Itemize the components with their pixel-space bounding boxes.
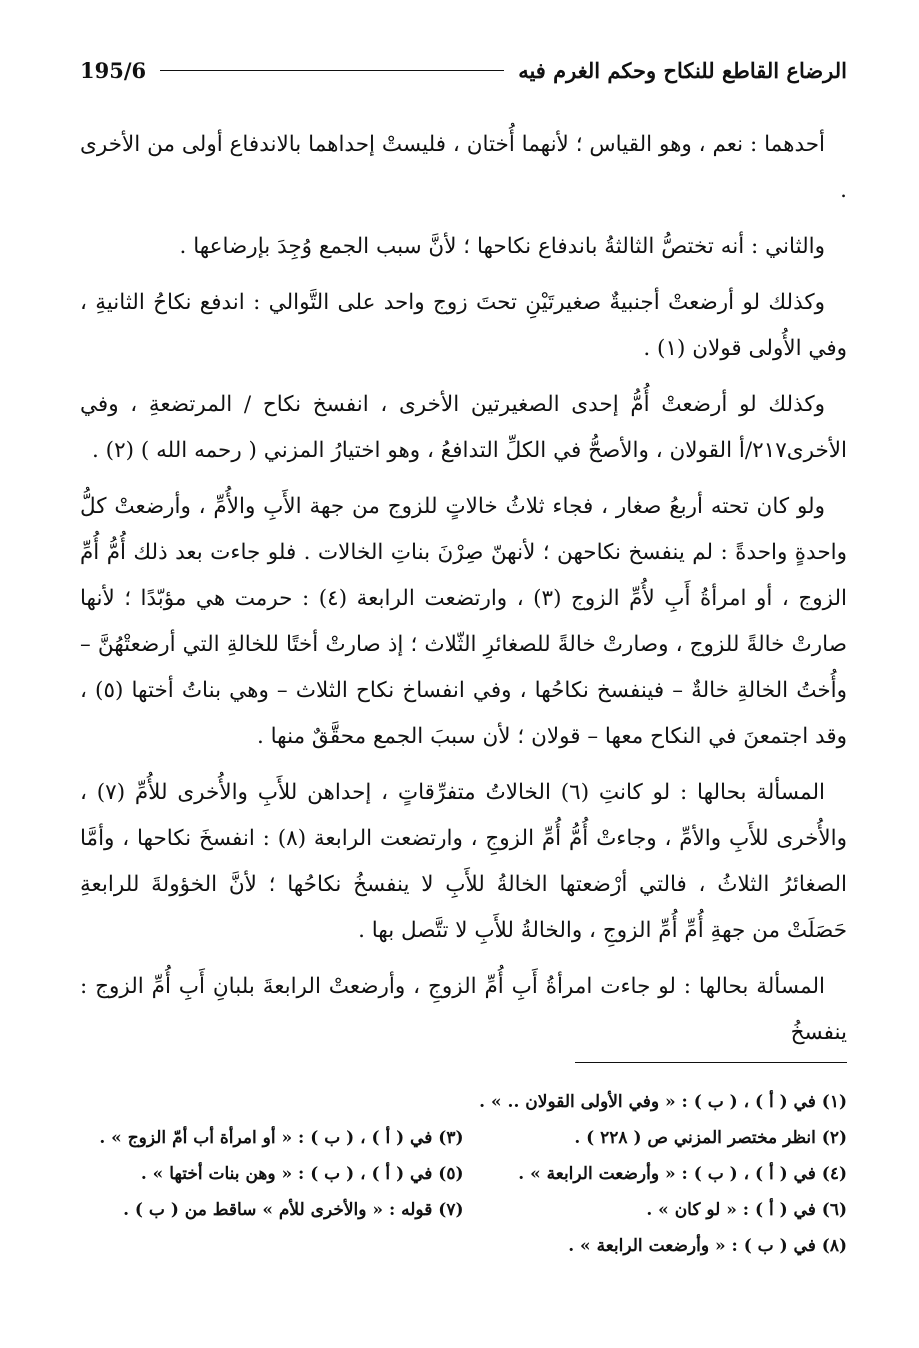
footnotes [80, 1084, 847, 1264]
page-number: 195/6 [80, 57, 147, 83]
chapter-title: الرضاع القاطع للنكاح وحكم الغرم فيه [518, 57, 847, 83]
footnote: (٧) قوله : « والأخرى للأم » ساقط من ( ب ) . [123, 1200, 464, 1220]
paragraph: المسألة بحالها : لو جاءت امرأةُ أَبِ أُمِّ الزوجِ ، وأرضعتْ الرابعةَ بلبانِ أَبِ أُمِّ الزوج : ينفسخُ [80, 974, 847, 1045]
footnote-row [80, 1120, 847, 1156]
running-header [80, 52, 847, 88]
footnote-row [80, 1156, 847, 1192]
header-rule [160, 70, 504, 71]
footnote-separator [575, 1062, 847, 1063]
footnote: (١) في ( أ ) ، ( ب ) : « وفي الأولى القولان .. » . [479, 1092, 847, 1112]
footnote: (٦) في ( أ ) : « لو كان » . [646, 1200, 847, 1220]
footnote: (٢) انظر مختصر المزني ص ( ٢٢٨ ) . [574, 1128, 847, 1148]
paragraph: أحدهما : نعم ، وهو القياس ؛ لأنهما أُختان ، فليستْ إحداهما بالاندفاع أولى من الأخرى . [80, 132, 847, 203]
footnote: (٣) في ( أ ) ، ( ب ) : « أو امرأة أب أمّ الزوج » . [99, 1128, 464, 1148]
footnote-row [80, 1084, 847, 1120]
footnote-row [80, 1228, 847, 1264]
footnote: (٤) في ( أ ) ، ( ب ) : « وأرضعت الرابعة » . [518, 1164, 847, 1184]
paragraph: وكذلك لو أرضعتْ أُمُّ إحدى الصغيرتين الأخرى ، انفسخ نكاح / المرتضعةِ ، وفي الأخرى٢١٧/أ القولان ، والأصحُّ في الكلِّ التدافعُ ، وهو اختيارُ المزني ( رحمه الله ) (٢) . [80, 392, 847, 463]
paragraph: وكذلك لو أرضعتْ أجنبيةٌ صغيرتَيْنِ تحتَ زوج واحد على التَّوالي : اندفع نكاحُ الثانيةِ ، وفي الأُولى قولان (١) . [80, 290, 847, 361]
footnote: (٨) في ( ب ) : « وأرضعت الرابعة » . [568, 1236, 847, 1256]
footnote: (٥) في ( أ ) ، ( ب ) : « وهن بنات أختها » . [140, 1164, 464, 1184]
paragraph: ولو كان تحته أربعُ صغار ، فجاء ثلاثُ خالاتٍ للزوج من جهة الأَبِ والأُمِّ ، وأرضعتْ كلُّ واحدةٍ واحدةً : لم ينفسخ نكاحهن ؛ لأنهنّ صِرْنَ بناتِ الخالات . فلو جاءت بعد ذلك أُمُّ أُمِّ الزوج ، أو امرأةُ أَبِ لأُمِّ الزوج (٣) ، وارتضعت الرابعة (٤) : حرمت هي مؤبّدًا ؛ لأنها صارتْ خالةً للزوج ، وصارتْ خالةً للصغائرِ الثّلاث ؛ إذ صارتْ أختًا للخالةِ التي أرضعتْهُنَّ – وأُختُ الخالةِ خالةٌ – فينفسخ نكاحُها ، وفي انفساخ نكاح الثلاث – وهي بناتُ أختها (٥) ، وقد اجتمعنَ في النكاح معها – قولان ؛ لأن سببَ الجمع محقَّقٌ منها . [80, 494, 847, 749]
footnote-row [80, 1192, 847, 1228]
main-text [80, 122, 847, 1066]
paragraph: المسألة بحالها : لو كانتِ (٦) الخالاتُ متفرِّقاتٍ ، إحداهن للأَبِ والأُخرى للأُمِّ (٧) ، والأُخرى للأَبِ والأمِّ ، وجاءتْ أُمُّ أُمِّ الزوجِ ، وارتضعت الرابعة (٨) : انفسخَ نكاحها ، وأمَّا الصغائرُ الثلاثُ ، فالتي أرْضعتها الخالةُ للأَبِ لا ينفسخُ نكاحُها ؛ لأنَّ الخؤولةَ للرابعةِ حَصَلَتْ من جهةِ أُمِّ أُمِّ الزوجِ ، والخالةُ للأَبِ لا تتَّصل بها . [80, 780, 847, 943]
paragraph: والثاني : أنه تختصُّ الثالثةُ باندفاع نكاحها ؛ لأنَّ سبب الجمع وُجِدَ بإرضاعها . [179, 234, 825, 259]
